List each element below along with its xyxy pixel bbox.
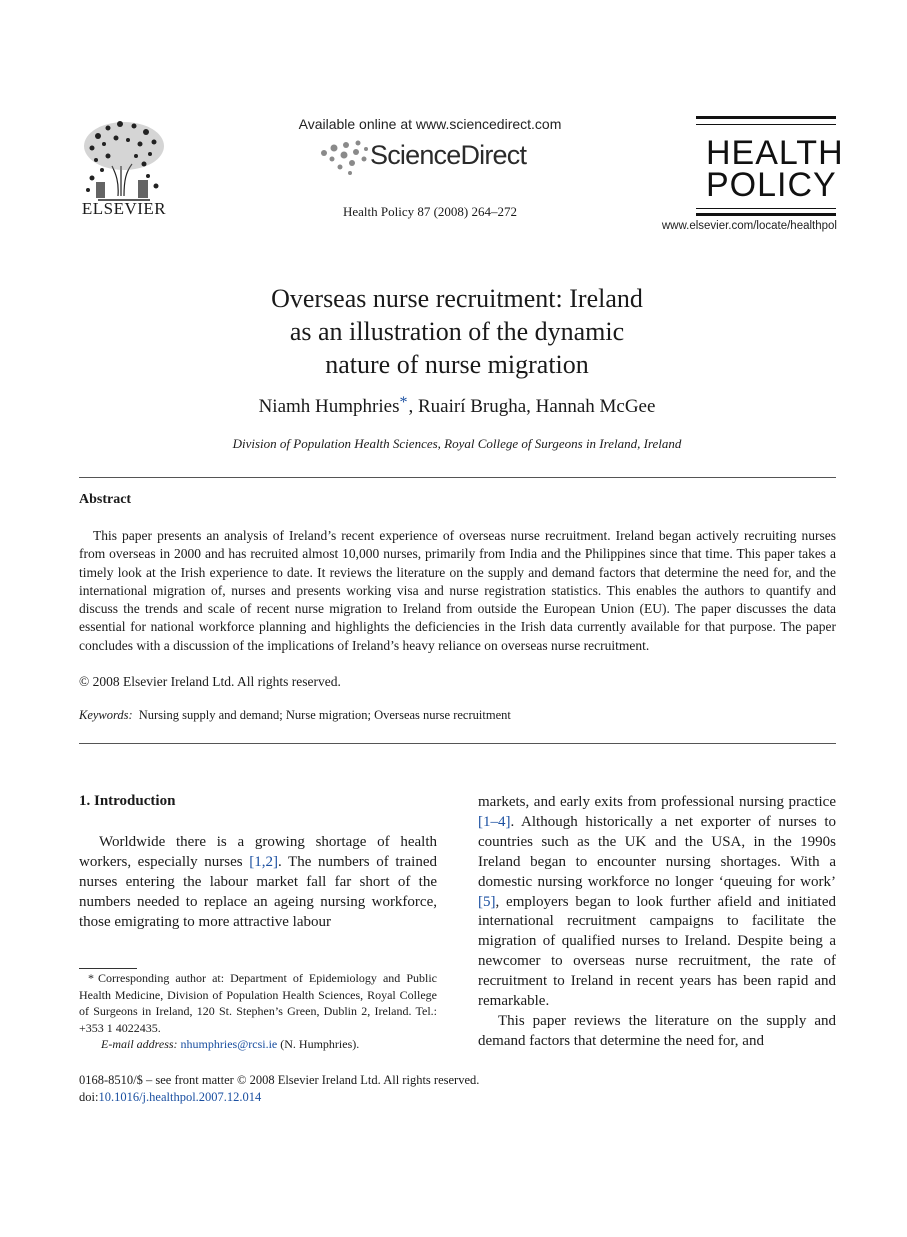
keywords — [79, 708, 511, 723]
abstract-paragraph: This paper presents an analysis of Ireland’s recent experience of overseas nurse recruitment. Ireland began actively recruiting nurses from overseas in 2000 and has recruited almost 10,000 nurses, primarily from India and the Philippines since that time. This paper takes a timely look at the Irish experience to date. It reviews the literature on the supply and demand factors that determine the need for, and the international migration of, nurses and presents working visa and nurse registration statistics. This enables the authors to quantify and discuss the trends and scale of recent nurse migration to Ireland from outside the European Union (EU). The paper discusses the data essential for national workforce planning and highlights the deficiencies in the Irish data currently available for that purpose. The paper concludes with a discussion of the implications of Ireland’s heavy reliance on overseas nurse recruitment. — [79, 528, 836, 653]
divider-bottom — [79, 743, 836, 744]
abstract-heading: Abstract — [79, 492, 132, 507]
left-column — [79, 833, 437, 933]
footnote-body: Corresponding author at: Department of Epidemiology and Public Health Medicine, Division of Population Health Sciences, Royal College of Surgeons in Ireland, 120 St. Stephen’s Green, Dublin 2, Ireland. Tel.: +353 1 4022435. — [79, 971, 437, 1035]
other-authors: , Ruairí Brugha, Hannah McGee — [408, 396, 656, 417]
article-title — [150, 282, 764, 381]
title-line-2: as an illustration of the dynamic — [289, 317, 625, 346]
body-paragraph — [79, 833, 437, 933]
journal-logo-line1: HEALTH — [706, 134, 844, 172]
author-name: Niamh Humphries — [258, 396, 400, 417]
doi-label: doi: — [79, 1090, 99, 1104]
divider-top — [79, 477, 836, 478]
issn-line: 0168-8510/$ – see front matter © 2008 Elsevier Ireland Ltd. All rights reserved. — [79, 1073, 480, 1087]
email-label: E-mail address: — [101, 1037, 178, 1052]
keywords-label: Keywords: — [79, 708, 133, 722]
footnote-text — [79, 970, 437, 1036]
right-column — [478, 793, 836, 1052]
text-run: markets, and early exits from professional nursing practice — [478, 794, 836, 810]
footnote-rule — [79, 968, 137, 969]
journal-logo-line2: POLICY — [706, 166, 837, 204]
body-paragraph — [478, 793, 836, 1012]
journal-reference: Health Policy 87 (2008) 264–272 — [342, 204, 518, 219]
section-heading-introduction: 1. Introduction — [79, 793, 176, 809]
keywords-list: Nursing supply and demand; Nurse migration; Overseas nurse recruitment — [138, 708, 511, 722]
title-line-1: Overseas nurse recruitment: Ireland — [271, 284, 643, 313]
body-paragraph: This paper reviews the literature on the supply and demand factors that determine the need for, and — [478, 1012, 836, 1049]
email-line — [101, 1036, 437, 1053]
text-run: , employers began to look further afield and initiated international recruitment campaigns to facilitate the migration of qualified nurses to Ireland. Despite being a newcomer to overseas nurse recruitment, the rate of recruitment to Ireland in recent years has been rapid and remarkable. — [478, 893, 836, 1010]
author-list — [150, 394, 764, 418]
text-run: . The numbers of trained nurses entering the labour market fall far short of the numbers needed to replace an ageing nursing workforce, those emigrating to more attractive labour — [79, 853, 437, 930]
text-run: . Although historically a net exporter of nurses to countries such as the UK and the USA, in the 1990s Ireland began to encounter nursing shortages. With a domestic nursing workforce no longer ‘queuing for work’ — [478, 813, 836, 890]
copyright-notice: © 2008 Elsevier Ireland Ltd. All rights reserved. — [79, 674, 341, 689]
citation-link[interactable]: [5] — [478, 893, 496, 910]
title-line-3: nature of nurse migration — [325, 350, 589, 379]
doi-link[interactable]: 10.1016/j.healthpol.2007.12.014 — [98, 1090, 262, 1104]
health-policy-journal-logo — [696, 116, 844, 216]
journal-url-link[interactable]: www.elsevier.com/locate/healthpol — [661, 220, 837, 232]
citation-link[interactable]: [1–4] — [478, 813, 511, 830]
footnote-marker: * — [88, 971, 94, 985]
email-suffix: (N. Humphries). — [277, 1037, 360, 1052]
abstract-body — [79, 527, 836, 655]
footnote — [79, 970, 437, 1053]
available-online-text: Available online at www.sciencedirect.com — [298, 116, 562, 132]
author-affiliation: Division of Population Health Sciences, Royal College of Surgeons in Ireland, Ireland — [232, 436, 682, 451]
text-run: Worldwide there is a growing shortage of health workers, especially nurses — [79, 834, 437, 870]
email-link[interactable]: nhumphries@rcsi.ie — [180, 1037, 278, 1052]
corresponding-author-marker[interactable]: * — [399, 394, 408, 411]
elsevier-wordmark: ELSEVIER — [81, 199, 167, 218]
sciencedirect-wordmark: ScienceDirect — [370, 140, 527, 170]
doi-line — [79, 1090, 261, 1105]
citation-link[interactable]: [1,2] — [249, 853, 278, 870]
